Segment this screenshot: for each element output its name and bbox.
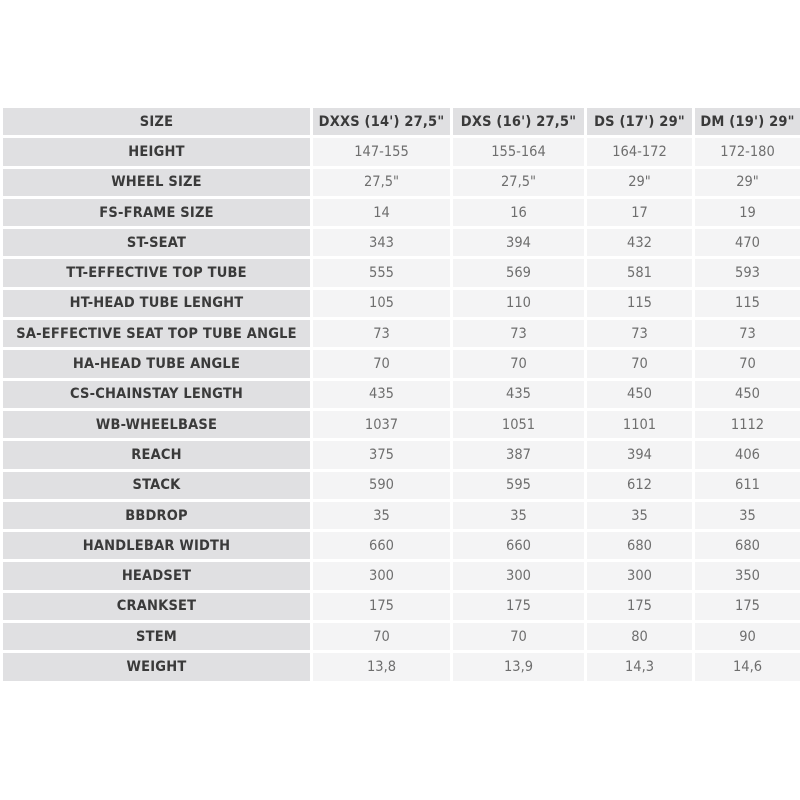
table-cell: 90 (695, 623, 800, 650)
table-row (3, 320, 800, 347)
row-label: WEIGHT (3, 653, 310, 680)
table-cell: 593 (695, 259, 800, 286)
row-label: HEADSET (3, 562, 310, 589)
table-cell: 300 (313, 562, 450, 589)
table-row (3, 441, 800, 468)
table-cell: 1101 (587, 411, 692, 438)
table-cell: 35 (587, 502, 692, 529)
header-dxs: DXS (16') 27,5" (453, 108, 584, 135)
table-cell: 155-164 (453, 138, 584, 165)
table-cell: 1112 (695, 411, 800, 438)
table-cell: 611 (695, 472, 800, 499)
table-cell: 175 (453, 593, 584, 620)
table-cell: 470 (695, 229, 800, 256)
table-row (3, 653, 800, 680)
table-cell: 406 (695, 441, 800, 468)
table-cell: 375 (313, 441, 450, 468)
table-cell: 70 (587, 350, 692, 377)
row-label: SA-EFFECTIVE SEAT TOP TUBE ANGLE (3, 320, 310, 347)
table-cell: 110 (453, 290, 584, 317)
table-cell: 73 (695, 320, 800, 347)
table-cell: 70 (313, 623, 450, 650)
table-cell: 394 (587, 441, 692, 468)
table-row (3, 502, 800, 529)
table-cell: 14,3 (587, 653, 692, 680)
table-cell: 172-180 (695, 138, 800, 165)
table-cell: 115 (695, 290, 800, 317)
table-row (3, 562, 800, 589)
table-row (3, 138, 800, 165)
table-cell: 13,8 (313, 653, 450, 680)
table-cell: 70 (453, 623, 584, 650)
table-row (3, 199, 800, 226)
table-cell: 175 (695, 593, 800, 620)
table-cell: 175 (587, 593, 692, 620)
header-dxxs: DXXS (14') 27,5" (313, 108, 450, 135)
row-label: STEM (3, 623, 310, 650)
table-cell: 300 (453, 562, 584, 589)
table-cell: 70 (313, 350, 450, 377)
table-row (3, 350, 800, 377)
table-row (3, 169, 800, 196)
table-row (3, 472, 800, 499)
table-cell: 350 (695, 562, 800, 589)
table-cell: 595 (453, 472, 584, 499)
row-label: CS-CHAINSTAY LENGTH (3, 381, 310, 408)
table-cell: 70 (695, 350, 800, 377)
table-cell: 175 (313, 593, 450, 620)
table-cell: 105 (313, 290, 450, 317)
header-row (3, 108, 800, 135)
table-cell: 680 (587, 532, 692, 559)
table-body (3, 138, 800, 680)
table-cell: 680 (695, 532, 800, 559)
table-cell: 435 (453, 381, 584, 408)
table-cell: 17 (587, 199, 692, 226)
table-cell: 115 (587, 290, 692, 317)
row-label: HANDLEBAR WIDTH (3, 532, 310, 559)
table-row (3, 593, 800, 620)
row-label: WB-WHEELBASE (3, 411, 310, 438)
header-dm: DM (19') 29" (695, 108, 800, 135)
table-cell: 19 (695, 199, 800, 226)
row-label: TT-EFFECTIVE TOP TUBE (3, 259, 310, 286)
table-cell: 35 (453, 502, 584, 529)
table-cell: 387 (453, 441, 584, 468)
geometry-table (0, 105, 800, 684)
table-cell: 450 (587, 381, 692, 408)
row-label: CRANKSET (3, 593, 310, 620)
table-cell: 14,6 (695, 653, 800, 680)
row-label: STACK (3, 472, 310, 499)
row-label: BBDROP (3, 502, 310, 529)
table-cell: 1051 (453, 411, 584, 438)
table-cell: 1037 (313, 411, 450, 438)
table-cell: 73 (453, 320, 584, 347)
table-cell: 27,5" (453, 169, 584, 196)
table-row (3, 259, 800, 286)
table-cell: 569 (453, 259, 584, 286)
table-row (3, 532, 800, 559)
table-row (3, 411, 800, 438)
table-cell: 27,5" (313, 169, 450, 196)
table-cell: 343 (313, 229, 450, 256)
table-cell: 73 (587, 320, 692, 347)
table-row (3, 290, 800, 317)
table-cell: 14 (313, 199, 450, 226)
table-cell: 555 (313, 259, 450, 286)
table-cell: 73 (313, 320, 450, 347)
table-cell: 29" (695, 169, 800, 196)
table-cell: 660 (313, 532, 450, 559)
header-ds: DS (17') 29" (587, 108, 692, 135)
row-label: HT-HEAD TUBE LENGHT (3, 290, 310, 317)
row-label: HA-HEAD TUBE ANGLE (3, 350, 310, 377)
row-label: REACH (3, 441, 310, 468)
table-cell: 590 (313, 472, 450, 499)
table-cell: 35 (695, 502, 800, 529)
table-cell: 450 (695, 381, 800, 408)
table-cell: 147-155 (313, 138, 450, 165)
header-size: SIZE (3, 108, 310, 135)
row-label: ST-SEAT (3, 229, 310, 256)
table-cell: 70 (453, 350, 584, 377)
table-cell: 394 (453, 229, 584, 256)
table-row (3, 229, 800, 256)
table-cell: 16 (453, 199, 584, 226)
table-cell: 300 (587, 562, 692, 589)
table-cell: 660 (453, 532, 584, 559)
table-cell: 13,9 (453, 653, 584, 680)
row-label: HEIGHT (3, 138, 310, 165)
table-row (3, 381, 800, 408)
table-cell: 164-172 (587, 138, 692, 165)
table-cell: 35 (313, 502, 450, 529)
table-cell: 80 (587, 623, 692, 650)
table-cell: 612 (587, 472, 692, 499)
table-cell: 432 (587, 229, 692, 256)
row-label: WHEEL SIZE (3, 169, 310, 196)
table-row (3, 623, 800, 650)
table-cell: 581 (587, 259, 692, 286)
table-cell: 29" (587, 169, 692, 196)
row-label: FS-FRAME SIZE (3, 199, 310, 226)
table-cell: 435 (313, 381, 450, 408)
